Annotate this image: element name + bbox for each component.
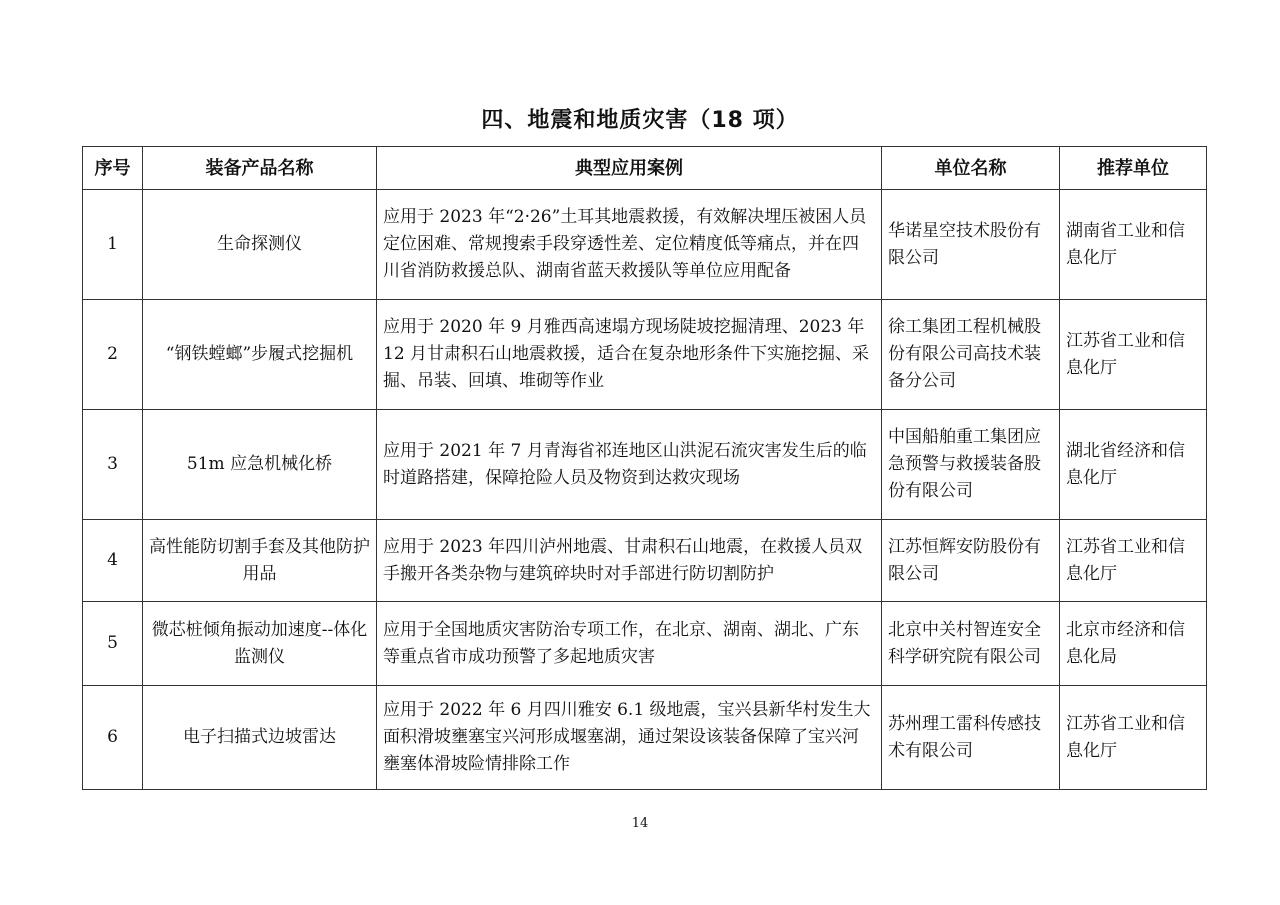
table-header-row: [83, 147, 1207, 190]
table-row: [83, 520, 1207, 602]
row-recommender: 江苏省工业和信息化厅: [1060, 686, 1207, 790]
row-unit-name: 江苏恒辉安防股份有限公司: [882, 520, 1060, 602]
header-product-name: 装备产品名称: [143, 147, 377, 190]
row-application-case: 应用于全国地质灾害防治专项工作，在北京、湖南、湖北、广东等重点省市成功预警了多起地质灾害: [377, 602, 882, 686]
row-application-case: 应用于 2020 年 9 月雅西高速塌方现场陡坡挖掘清理、2023 年 12 月甘肃积石山地震救援，适合在复杂地形条件下实施挖掘、采掘、吊装、回填、堆砌等作业: [377, 300, 882, 410]
row-unit-name: 北京中关村智连安全科学研究院有限公司: [882, 602, 1060, 686]
row-application-case: 应用于 2021 年 7 月青海省祁连地区山洪泥石流灾害发生后的临时道路搭建，保障抢险人员及物资到达救灾现场: [377, 410, 882, 520]
header-index: 序号: [83, 147, 143, 190]
row-recommender: 湖北省经济和信息化厅: [1060, 410, 1207, 520]
row-product-name: 高性能防切割手套及其他防护用品: [143, 520, 377, 602]
row-recommender: 湖南省工业和信息化厅: [1060, 190, 1207, 300]
row-product-name: 电子扫描式边坡雷达: [143, 686, 377, 790]
row-unit-name: 华诺星空技术股份有限公司: [882, 190, 1060, 300]
row-application-case: 应用于 2022 年 6 月四川雅安 6.1 级地震，宝兴县新华村发生大面积滑坡壅塞宝兴河形成堰塞湖，通过架设该装备保障了宝兴河壅塞体滑坡险情排除工作: [377, 686, 882, 790]
row-application-case: 应用于 2023 年四川泸州地震、甘肃积石山地震，在救援人员双手搬开各类杂物与建筑碎块时对手部进行防切割防护: [377, 520, 882, 602]
table-row: [83, 602, 1207, 686]
page-number: 14: [631, 816, 649, 831]
row-product-name: “钢铁螳螂”步履式挖掘机: [143, 300, 377, 410]
row-unit-name: 苏州理工雷科传感技术有限公司: [882, 686, 1060, 790]
row-index: 5: [83, 602, 143, 686]
row-index: 3: [83, 410, 143, 520]
row-product-name: 51m 应急机械化桥: [143, 410, 377, 520]
table-row: [83, 686, 1207, 790]
row-product-name: 微芯桩倾角振动加速度--体化监测仪: [143, 602, 377, 686]
table-row: [83, 410, 1207, 520]
row-product-name: 生命探测仪: [143, 190, 377, 300]
row-application-case: 应用于 2023 年“2·26”土耳其地震救援，有效解决埋压被困人员定位困难、常规搜索手段穿透性差、定位精度低等痛点，并在四川省消防救援总队、湖南省蓝天救援队等单位应用配备: [377, 190, 882, 300]
row-unit-name: 徐工集团工程机械股份有限公司高技术装备分公司: [882, 300, 1060, 410]
equipment-table: [82, 146, 1207, 790]
row-index: 1: [83, 190, 143, 300]
header-application-case: 典型应用案例: [377, 147, 882, 190]
row-recommender: 北京市经济和信息化局: [1060, 602, 1207, 686]
row-index: 4: [83, 520, 143, 602]
header-recommender: 推荐单位: [1060, 147, 1207, 190]
page-title: 四、地震和地质灾害（18 项）: [481, 108, 799, 133]
table-row: [83, 300, 1207, 410]
row-index: 6: [83, 686, 143, 790]
row-recommender: 江苏省工业和信息化厅: [1060, 520, 1207, 602]
row-unit-name: 中国船舶重工集团应急预警与救援装备股份有限公司: [882, 410, 1060, 520]
table-row: [83, 190, 1207, 300]
row-recommender: 江苏省工业和信息化厅: [1060, 300, 1207, 410]
row-index: 2: [83, 300, 143, 410]
header-unit-name: 单位名称: [882, 147, 1060, 190]
